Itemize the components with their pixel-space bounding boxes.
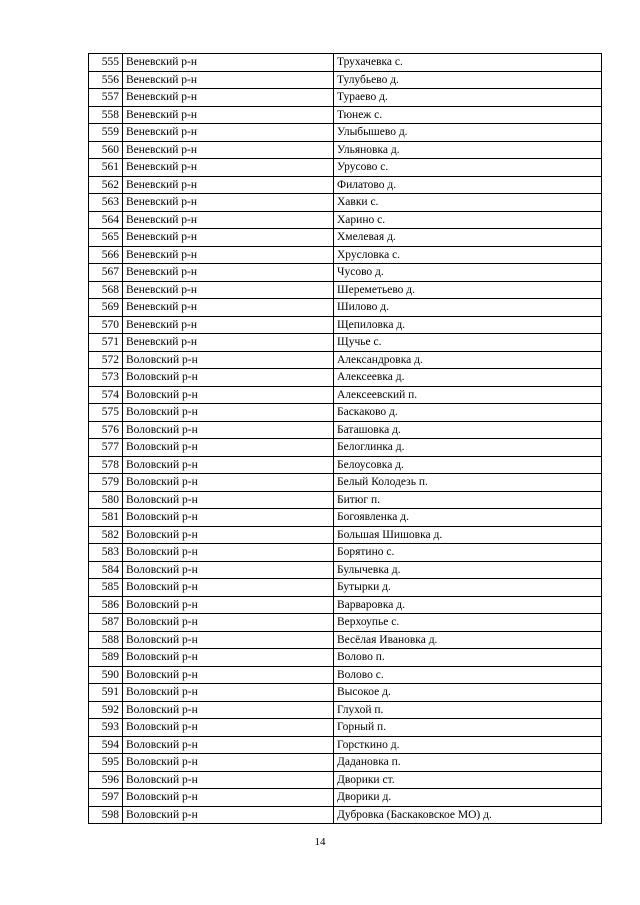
district-cell: Веневский р-н [123,54,334,72]
district-cell: Воловский р-н [123,579,334,597]
locality-cell: Булычевка д. [334,561,602,579]
locality-cell: Большая Шишовка д. [334,526,602,544]
district-cell: Веневский р-н [123,106,334,124]
district-cell: Воловский р-н [123,544,334,562]
row-number-cell: 572 [89,351,123,369]
row-number-cell: 565 [89,229,123,247]
row-number-cell: 576 [89,421,123,439]
locality-cell: Хмелевая д. [334,229,602,247]
table-row [89,719,602,737]
locality-cell: Дубровка (Баскаковское МО) д. [334,806,602,824]
table-row [89,89,602,107]
table-row [89,474,602,492]
row-number-cell: 564 [89,211,123,229]
district-cell: Воловский р-н [123,509,334,527]
table-row [89,194,602,212]
row-number-cell: 581 [89,509,123,527]
table-row [89,631,602,649]
table-row [89,439,602,457]
table-row [89,789,602,807]
locality-cell: Хавки с. [334,194,602,212]
district-cell: Веневский р-н [123,229,334,247]
row-number-cell: 557 [89,89,123,107]
locality-cell: Глухой п. [334,701,602,719]
locality-cell: Хрусловка с. [334,246,602,264]
locality-cell: Алексеевский п. [334,386,602,404]
row-number-cell: 590 [89,666,123,684]
table-row [89,491,602,509]
locality-cell: Тулубьево д. [334,71,602,89]
table-row [89,771,602,789]
locality-cell: Варваровка д. [334,596,602,614]
table-row [89,421,602,439]
table-row [89,579,602,597]
table-row [89,404,602,422]
locality-cell: Шереметьево д. [334,281,602,299]
district-cell: Воловский р-н [123,736,334,754]
table-row [89,386,602,404]
row-number-cell: 558 [89,106,123,124]
row-number-cell: 574 [89,386,123,404]
row-number-cell: 562 [89,176,123,194]
table-row [89,369,602,387]
district-cell: Веневский р-н [123,159,334,177]
settlements-table [88,53,602,824]
row-number-cell: 587 [89,614,123,632]
table-row [89,246,602,264]
table-row [89,684,602,702]
row-number-cell: 593 [89,719,123,737]
district-cell: Воловский р-н [123,439,334,457]
district-cell: Воловский р-н [123,666,334,684]
row-number-cell: 582 [89,526,123,544]
district-cell: Воловский р-н [123,596,334,614]
locality-cell: Харино с. [334,211,602,229]
row-number-cell: 588 [89,631,123,649]
row-number-cell: 583 [89,544,123,562]
district-cell: Веневский р-н [123,316,334,334]
district-cell: Воловский р-н [123,474,334,492]
district-cell: Воловский р-н [123,561,334,579]
locality-cell: Весёлая Ивановка д. [334,631,602,649]
table-row [89,141,602,159]
locality-cell: Белый Колодезь п. [334,474,602,492]
locality-cell: Тураево д. [334,89,602,107]
row-number-cell: 598 [89,806,123,824]
district-cell: Воловский р-н [123,526,334,544]
row-number-cell: 597 [89,789,123,807]
locality-cell: Белоусовка д. [334,456,602,474]
row-number-cell: 596 [89,771,123,789]
table-row [89,211,602,229]
row-number-cell: 580 [89,491,123,509]
table-row [89,544,602,562]
row-number-cell: 568 [89,281,123,299]
row-number-cell: 555 [89,54,123,72]
district-cell: Воловский р-н [123,404,334,422]
row-number-cell: 556 [89,71,123,89]
locality-cell: Трухачевка с. [334,54,602,72]
table-row [89,299,602,317]
table-row [89,264,602,282]
table-row [89,159,602,177]
locality-cell: Дадановка п. [334,754,602,772]
row-number-cell: 584 [89,561,123,579]
district-cell: Веневский р-н [123,211,334,229]
table-row [89,229,602,247]
district-cell: Воловский р-н [123,789,334,807]
district-cell: Веневский р-н [123,176,334,194]
locality-cell: Шилово д. [334,299,602,317]
district-cell: Веневский р-н [123,281,334,299]
row-number-cell: 585 [89,579,123,597]
locality-cell: Дворики д. [334,789,602,807]
locality-cell: Урусово с. [334,159,602,177]
row-number-cell: 566 [89,246,123,264]
district-cell: Воловский р-н [123,369,334,387]
row-number-cell: 595 [89,754,123,772]
table-row [89,806,602,824]
district-cell: Веневский р-н [123,89,334,107]
row-number-cell: 579 [89,474,123,492]
table-body [89,54,602,824]
locality-cell: Филатово д. [334,176,602,194]
locality-cell: Бутырки д. [334,579,602,597]
table-row [89,666,602,684]
table-row [89,106,602,124]
district-cell: Воловский р-н [123,614,334,632]
district-cell: Воловский р-н [123,456,334,474]
locality-cell: Щепиловка д. [334,316,602,334]
district-cell: Веневский р-н [123,71,334,89]
locality-cell: Битюг п. [334,491,602,509]
table-row [89,334,602,352]
locality-cell: Александровка д. [334,351,602,369]
table-row [89,456,602,474]
table-row [89,614,602,632]
district-cell: Веневский р-н [123,264,334,282]
district-cell: Веневский р-н [123,194,334,212]
district-cell: Воловский р-н [123,806,334,824]
district-cell: Воловский р-н [123,649,334,667]
district-cell: Воловский р-н [123,386,334,404]
locality-cell: Богоявленка д. [334,509,602,527]
table-row [89,124,602,142]
row-number-cell: 563 [89,194,123,212]
locality-cell: Улыбышево д. [334,124,602,142]
table-row [89,509,602,527]
row-number-cell: 559 [89,124,123,142]
row-number-cell: 589 [89,649,123,667]
row-number-cell: 591 [89,684,123,702]
locality-cell: Баскаково д. [334,404,602,422]
row-number-cell: 578 [89,456,123,474]
district-cell: Воловский р-н [123,351,334,369]
row-number-cell: 570 [89,316,123,334]
table-row [89,71,602,89]
district-cell: Воловский р-н [123,491,334,509]
district-cell: Веневский р-н [123,334,334,352]
locality-cell: Щучье с. [334,334,602,352]
district-cell: Воловский р-н [123,421,334,439]
district-cell: Воловский р-н [123,754,334,772]
table-row [89,701,602,719]
district-cell: Воловский р-н [123,719,334,737]
row-number-cell: 573 [89,369,123,387]
table-row [89,316,602,334]
row-number-cell: 560 [89,141,123,159]
table-row [89,351,602,369]
district-cell: Веневский р-н [123,246,334,264]
table-row [89,561,602,579]
row-number-cell: 594 [89,736,123,754]
district-cell: Воловский р-н [123,631,334,649]
row-number-cell: 577 [89,439,123,457]
table-row [89,281,602,299]
row-number-cell: 586 [89,596,123,614]
table-row [89,176,602,194]
locality-cell: Волово с. [334,666,602,684]
locality-cell: Белоглинка д. [334,439,602,457]
row-number-cell: 567 [89,264,123,282]
table-row [89,649,602,667]
row-number-cell: 592 [89,701,123,719]
district-cell: Веневский р-н [123,124,334,142]
locality-cell: Тюнеж с. [334,106,602,124]
locality-cell: Горный п. [334,719,602,737]
row-number-cell: 571 [89,334,123,352]
table-row [89,596,602,614]
row-number-cell: 575 [89,404,123,422]
table-row [89,526,602,544]
locality-cell: Баташовка д. [334,421,602,439]
locality-cell: Борятино с. [334,544,602,562]
district-cell: Веневский р-н [123,141,334,159]
locality-cell: Горсткино д. [334,736,602,754]
district-cell: Веневский р-н [123,299,334,317]
locality-cell: Ульяновка д. [334,141,602,159]
district-cell: Воловский р-н [123,701,334,719]
table-row [89,736,602,754]
table-row [89,754,602,772]
row-number-cell: 561 [89,159,123,177]
page-number: 14 [314,836,326,848]
district-cell: Воловский р-н [123,684,334,702]
locality-cell: Чусово д. [334,264,602,282]
locality-cell: Алексеевка д. [334,369,602,387]
row-number-cell: 569 [89,299,123,317]
locality-cell: Высокое д. [334,684,602,702]
locality-cell: Волово п. [334,649,602,667]
locality-cell: Дворики ст. [334,771,602,789]
district-cell: Воловский р-н [123,771,334,789]
table-row [89,54,602,72]
locality-cell: Верхоупье с. [334,614,602,632]
